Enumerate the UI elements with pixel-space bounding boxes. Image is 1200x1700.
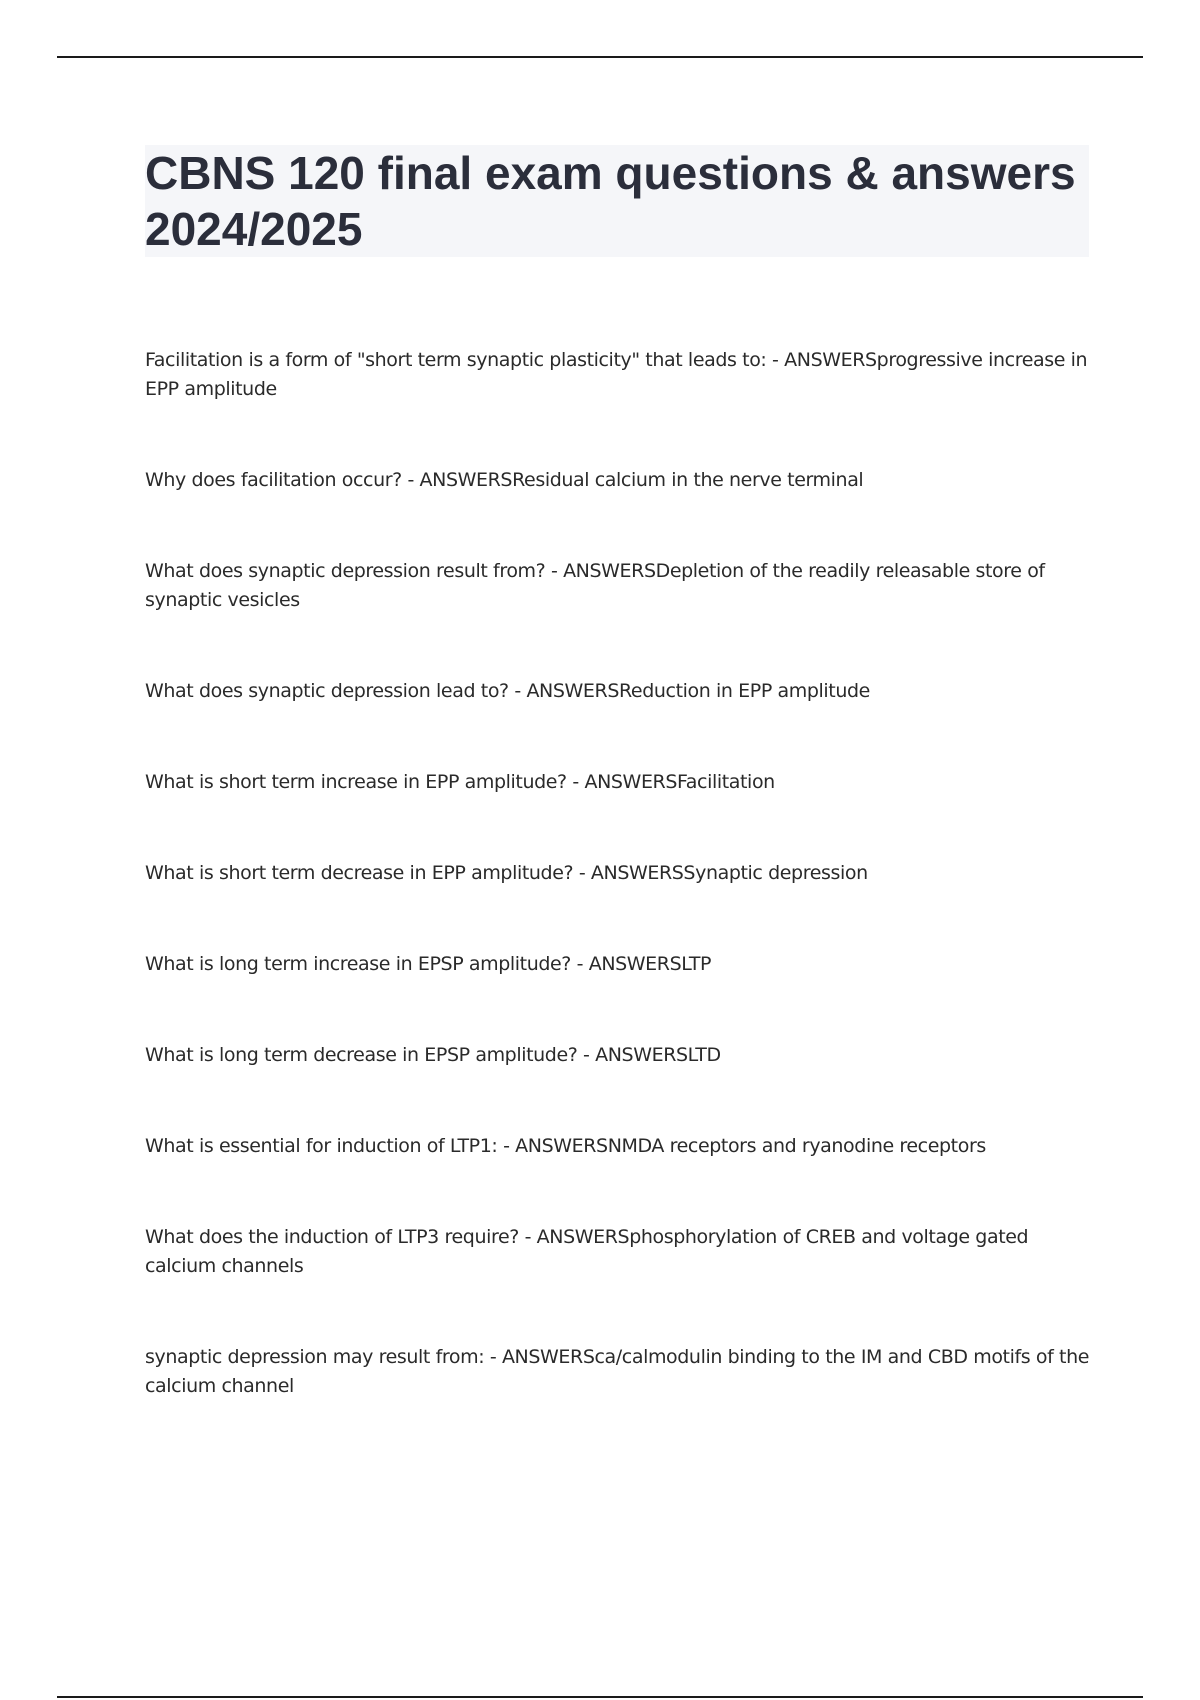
qa-item-6: What is short term decrease in EPP amplitude? - ANSWERSSynaptic depression <box>145 862 868 884</box>
top-rule <box>57 56 1143 58</box>
bottom-rule <box>57 1696 1143 1698</box>
qa-item-9: What is essential for induction of LTP1: - ANSWERSNMDA receptors and ryanodine receptors <box>145 1135 986 1157</box>
title-box <box>145 145 1089 257</box>
qa-item-7: What is long term increase in EPSP amplitude? - ANSWERSLTP <box>145 953 712 975</box>
qa-item-8: What is long term decrease in EPSP amplitude? - ANSWERSLTD <box>145 1044 721 1066</box>
qa-item-10: What does the induction of LTP3 require? - ANSWERSphosphorylation of CREB and voltage gated calcium channels <box>145 1226 1029 1277</box>
qa-item-11: synaptic depression may result from: - ANSWERSca/calmodulin binding to the IM and CBD motifs of the calcium channel <box>145 1346 1090 1397</box>
qa-list <box>145 346 1095 1401</box>
qa-item-4: What does synaptic depression lead to? - ANSWERSReduction in EPP amplitude <box>145 680 870 702</box>
qa-item-2: Why does facilitation occur? - ANSWERSResidual calcium in the nerve terminal <box>145 469 864 491</box>
qa-item-3: What does synaptic depression result from? - ANSWERSDepletion of the readily releasable store of synaptic vesicles <box>145 560 1045 611</box>
document-title: CBNS 120 final exam questions & answers 2024/2025 <box>145 147 1076 255</box>
qa-item-1: Facilitation is a form of "short term synaptic plasticity" that leads to: - ANSWERSprogressive increase in EPP amplitude <box>145 349 1088 400</box>
qa-item-5: What is short term increase in EPP amplitude? - ANSWERSFacilitation <box>145 771 775 793</box>
